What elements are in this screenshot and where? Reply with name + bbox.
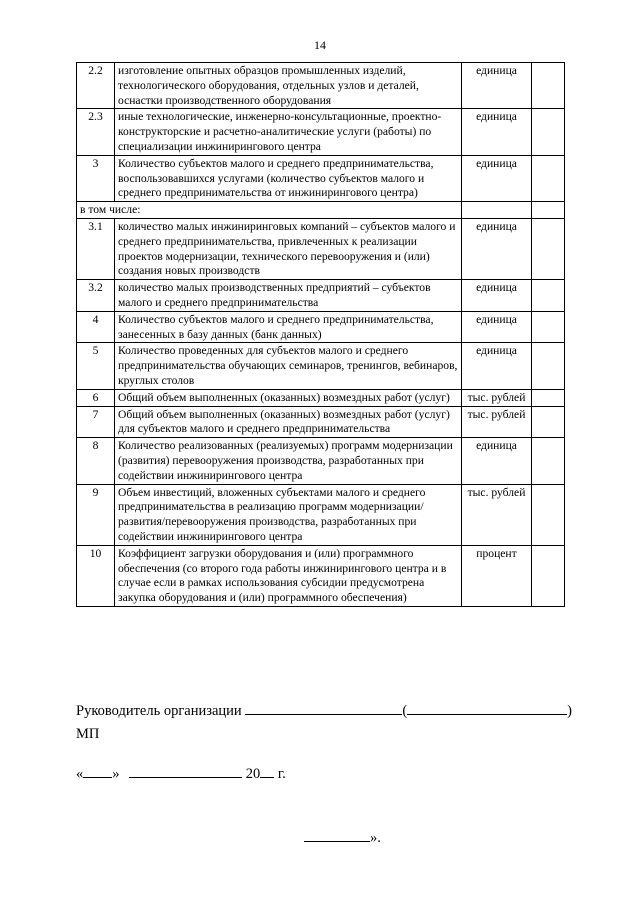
- head-signature-line: [76, 699, 572, 720]
- year-suffix: г.: [277, 766, 286, 782]
- value-cell[interactable]: [532, 63, 565, 109]
- indicator-name-cell: Количество субъектов малого и среднего предпринимательства, занесенных в базу данных (банк данных): [115, 311, 462, 343]
- value-cell[interactable]: [532, 389, 565, 406]
- page-number: 14: [314, 38, 326, 52]
- unit-cell: единица: [462, 343, 532, 389]
- row-number-cell: 3: [77, 155, 115, 201]
- value-cell[interactable]: [532, 484, 565, 545]
- row-number-cell: 6: [77, 389, 115, 406]
- table-row: [77, 406, 565, 438]
- value-cell[interactable]: [532, 218, 565, 279]
- indicator-name-cell: количество малых производственных предприятий – субъектов малого и среднего предпринимательства: [115, 280, 462, 312]
- row-number-cell: 2.2: [77, 63, 115, 109]
- value-cell[interactable]: [532, 202, 565, 219]
- table-row: [77, 109, 565, 155]
- unit-cell: единица: [462, 155, 532, 201]
- value-cell[interactable]: [532, 311, 565, 343]
- unit-cell: единица: [462, 109, 532, 155]
- month-blank[interactable]: [129, 762, 242, 778]
- unit-cell: тыс. рублей: [462, 484, 532, 545]
- date-close-quote: »: [112, 766, 120, 782]
- year-prefix: 20: [245, 766, 261, 782]
- indicator-name-cell: изготовление опытных образцов промышленных изделий, технологического оборудования, отдельных узлов и деталей, оснастки производственного оборудования: [115, 63, 462, 109]
- unit-cell: процент: [462, 545, 532, 606]
- indicator-name-cell: иные технологические, инженерно-консультационные, проектно-конструкторские и расчетно-аналитические услуги (работы) по специализации инжинирингового центра: [115, 109, 462, 155]
- indicator-name-cell: Коэффициент загрузки оборудования и (или) программного обеспечения (со второго года работы инжинирингового центра и в случае если в рамках использования субсидии предусмотрена закупка оборудования и (или) программного обеспечения): [115, 545, 462, 606]
- indicator-name-cell: Объем инвестиций, вложенных субъектами малого и среднего предпринимательства в реализацию программ модернизации/развития/перевооружения производства, разработанных при содействии инжинирингового центра: [115, 484, 462, 545]
- value-cell[interactable]: [532, 155, 565, 201]
- signature-blank[interactable]: [245, 699, 402, 715]
- row-number-cell: 10: [77, 545, 115, 606]
- unit-cell: [462, 202, 532, 219]
- table-row: [77, 280, 565, 312]
- indicator-name-cell: Количество проведенных для субъектов малого и среднего предпринимательства обучающих семинаров, тренингов, вебинаров, круглых столов: [115, 343, 462, 389]
- table-row: [77, 218, 565, 279]
- table-row: [77, 438, 565, 484]
- unit-cell: единица: [462, 218, 532, 279]
- table-row: [77, 545, 565, 606]
- indicators-table: [76, 62, 565, 607]
- close-paren: ): [567, 703, 572, 719]
- closing-line: [304, 826, 381, 847]
- value-cell[interactable]: [532, 280, 565, 312]
- head-label: Руководитель организации: [76, 703, 242, 719]
- row-number-cell: 5: [77, 343, 115, 389]
- closing-text: ».: [370, 830, 381, 846]
- indicators-table-body: [77, 63, 565, 607]
- unit-cell: единица: [462, 280, 532, 312]
- stamp-label: МП: [76, 726, 100, 742]
- table-subheading-row: [77, 202, 565, 219]
- unit-cell: единица: [462, 311, 532, 343]
- indicator-name-cell: Количество субъектов малого и среднего предпринимательства, воспользовавшихся услугами (количество субъектов малого и среднего предпринимательства от инжинирингового центра): [115, 155, 462, 201]
- value-cell[interactable]: [532, 545, 565, 606]
- table-row: [77, 311, 565, 343]
- unit-cell: тыс. рублей: [462, 389, 532, 406]
- unit-cell: тыс. рублей: [462, 406, 532, 438]
- value-cell[interactable]: [532, 343, 565, 389]
- table-row: [77, 484, 565, 545]
- table-row: [77, 63, 565, 109]
- row-number-cell: 4: [77, 311, 115, 343]
- closing-blank: [304, 826, 370, 842]
- day-blank[interactable]: [83, 762, 112, 778]
- indicator-name-cell: Общий объем выполненных (оказанных) возмездных работ (услуг) для субъектов малого и среднего предпринимательства: [115, 406, 462, 438]
- row-number-cell: 8: [77, 438, 115, 484]
- name-blank[interactable]: [407, 699, 567, 715]
- subheading-cell: в том числе:: [77, 202, 462, 219]
- unit-cell: единица: [462, 63, 532, 109]
- value-cell[interactable]: [532, 406, 565, 438]
- table-row: [77, 155, 565, 201]
- unit-cell: единица: [462, 438, 532, 484]
- table-row: [77, 343, 565, 389]
- table-row: [77, 389, 565, 406]
- row-number-cell: 9: [77, 484, 115, 545]
- indicator-name-cell: количество малых инжиниринговых компаний – субъектов малого и среднего предпринимательства, привлеченных к реализации проектов модернизации, технического перевооружения и (или) создания новых производств: [115, 218, 462, 279]
- row-number-cell: 7: [77, 406, 115, 438]
- indicator-name-cell: Количество реализованных (реализуемых) программ модернизации (развития) перевооружения производства, разработанных при содействии инжинирингового центра: [115, 438, 462, 484]
- year-blank[interactable]: [260, 762, 274, 778]
- row-number-cell: 2.3: [77, 109, 115, 155]
- open-paren: (: [402, 703, 408, 719]
- value-cell[interactable]: [532, 438, 565, 484]
- date-line: [76, 762, 286, 783]
- indicator-name-cell: Общий объем выполненных (оказанных) возмездных работ (услуг): [115, 389, 462, 406]
- row-number-cell: 3.1: [77, 218, 115, 279]
- date-open-quote: «: [76, 766, 84, 782]
- value-cell[interactable]: [532, 109, 565, 155]
- row-number-cell: 3.2: [77, 280, 115, 312]
